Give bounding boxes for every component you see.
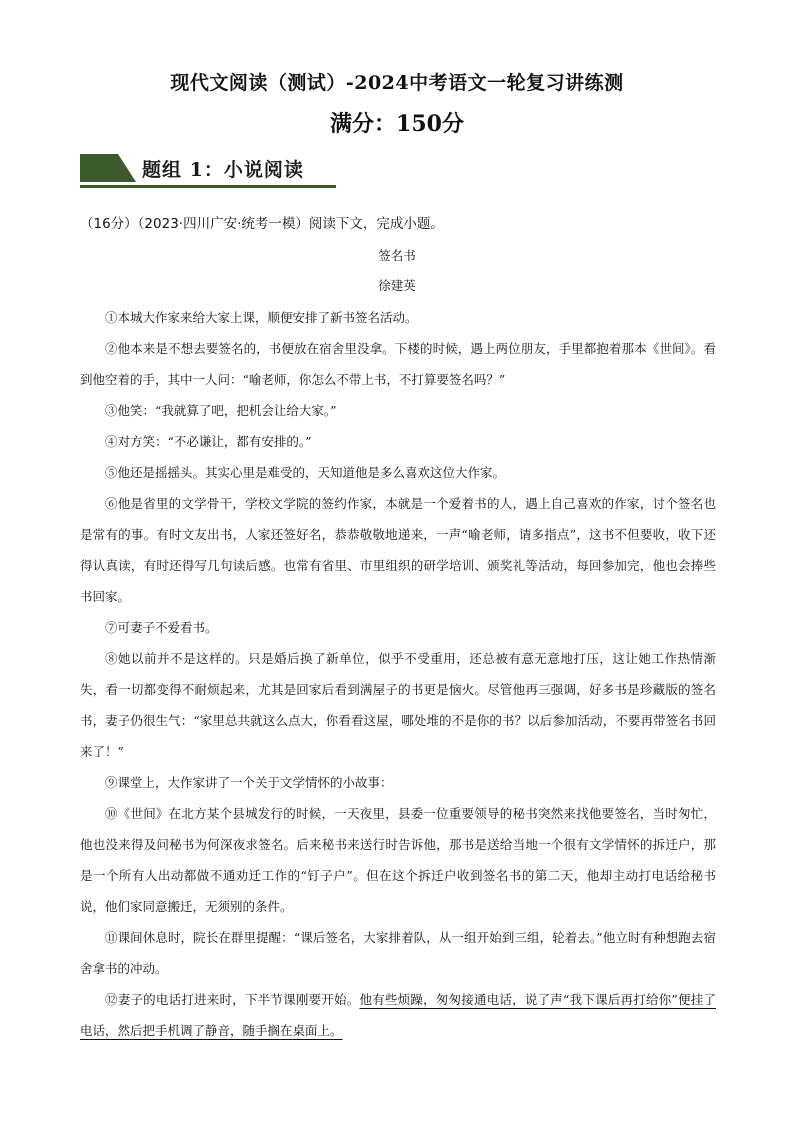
paragraph: ⑨课堂上，大作家讲了一个关于文学情怀的小故事： <box>105 775 393 790</box>
page-title: 现代文阅读（测试）-2024中考语文一轮复习讲练测 <box>170 72 624 94</box>
paragraph: ①本城大作家来给大家上课，顺便安排了新书签名活动。 <box>105 310 418 325</box>
story-body <box>80 302 716 1046</box>
paragraph-last <box>80 984 716 1046</box>
paragraph: ④对方笑：“不必谦让，都有安排的。” <box>105 434 312 449</box>
section-header <box>80 152 336 190</box>
paragraph: ⑧她以前并不是这样的。只是婚后换了新单位，似乎不受重用，还总被有意无意地打压，这让她工作热情渐失，看一切都变得不耐烦起来，尤其是回家后看到满屋子的书更是恼火。尽管他再三强调，好多书是珍藏版的签名书，妻子仍很生气：“家里总共就这么点大，你看看这屋，哪处堆的不是你的书？以后参加活动，不要再带签名书回来了！” <box>80 651 716 759</box>
paragraph: ⑥他是省里的文学骨干，学校文学院的签约作家，本就是一个爱着书的人，遇上自己喜欢的作家，讨个签名也是常有的事。有时文友出书，人家还签好名，恭恭敬敬地递来，一声“喻老师，请多指点”，这书不但要收，收下还得认真读，有时还得写几句读后感。也常有省里、市里组织的研学培训、颁奖礼等活动，每回参加完，他也会捧些书回家。 <box>80 496 716 604</box>
paragraph-plain-text: ⑫妻子的电话打进来时，下半节课刚要开始。 <box>105 992 360 1007</box>
paragraph: ⑤他还是摇摇头。其实心里是难受的，天知道他是多么喜欢这位大作家。 <box>105 465 506 480</box>
paragraph: ⑩《世间》在北方某个县城发行的时候，一天夜里，县委一位重要领导的秘书突然来找他要签名，当时匆忙，他也没来得及问秘书为何深夜求签名。后来秘书来送行时告诉他，那书是送给当地一个很有文学情怀的拆迁户，那是一个所有人出动都做不通劝迁工作的“钉子户”。但在这个拆迁户收到签名书的第二天，他却主动打电话给秘书说，他们家同意搬迁，无须别的条件。 <box>80 806 716 914</box>
page-subtitle: 满分：150分 <box>330 111 464 137</box>
story-title: 签名书 <box>378 248 416 263</box>
section-label: 题组 1：小说阅读 <box>142 159 304 181</box>
story-author: 徐建英 <box>378 278 416 293</box>
underlined-sentence: 他有些烦躁，匆匆接通电话，说了声“我下课后再打给你”便挂了电话，然后把手机调了静音，随手搁在桌面上。 <box>80 992 716 1038</box>
paragraph: ⑪课间休息时，院长在群里提醒：“课后签名，大家排着队，从一组开始到三组，轮着去。”他立时有种想跑去宿舍拿书的冲动。 <box>80 930 716 976</box>
paragraph: ②他本来是不想去要签名的，书便放在宿舍里没拿。下楼的时候，遇上两位朋友，手里都抱着那本《世间》。看到他空着的手，其中一人问：“喻老师，你怎么不带上书，不打算要签名吗？” <box>80 341 716 387</box>
paragraph: ③他笑：“我就算了吧，把机会让给大家。” <box>105 403 337 418</box>
paragraph: ⑦可妻子不爱看书。 <box>105 620 218 635</box>
question-meta: （16分）（2023·四川广安·统考一模）阅读下文，完成小题。 <box>80 216 444 232</box>
